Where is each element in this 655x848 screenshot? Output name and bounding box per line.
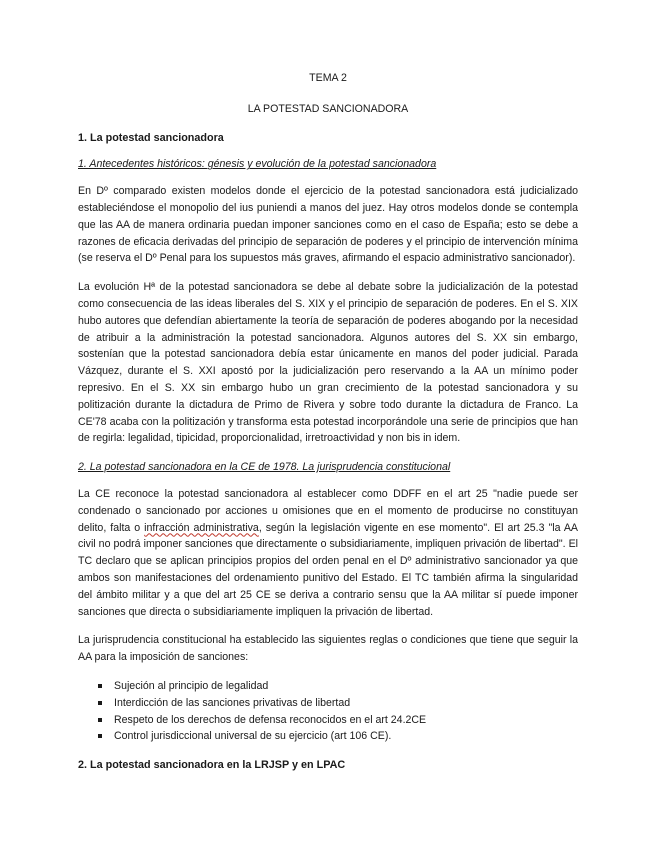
list-item [98,678,578,695]
list-item-text: Control jurisdiccional universal de su ejercicio (art 106 CE). [114,730,392,743]
paragraph-3 [78,486,578,620]
section-1-heading: 1. La potestad sancionadora [78,131,224,144]
paragraph-1: En Dº comparado existen modelos donde el ejercicio de la potestad sancionadora está judicializado estableciéndose el monopolio del ius puniendi a manos del juez. Hay otros modelos donde se contempla que las AA de manera ordinaria puedan imponer sanciones como en el caso de España; esto se debe a razones de eficacia derivadas del principio de separación de poderes y el principio de intervención mínima (se reserva el Dº Penal para los supuestos más graves, afirmando el espacio administrativo sancionador). [78,185,578,265]
paragraph-3-part-a: La CE reconoce la potestad sancionadora al establecer como DDFF en el art 25 "nadie puede ser condenado o sancionado por acciones u omisiones que en el momento de producirse no constituyan delito, falta o [78,487,578,534]
section-2-heading: 2. La potestad sancionadora en la LRJSP y en LPAC [78,759,346,772]
square-bullet-icon [98,684,102,688]
subsection-1-1-heading: 1. Antecedentes históricos: génesis y evolución de la potestad sancionadora [78,158,437,171]
spellcheck-marked-text[interactable]: infracción administrativa [144,521,259,534]
list-item-text: Sujeción al principio de legalidad [114,679,269,692]
tema-label: TEMA 2 [309,72,347,84]
list-item [98,695,578,712]
list-item-text: Interdicción de las sanciones privativas de libertad [114,696,351,709]
document-title: LA POTESTAD SANCIONADORA [247,102,409,115]
rules-list [98,678,578,745]
document-page [78,70,578,784]
square-bullet-icon [98,718,102,722]
paragraph-2: La evolución Hª de la potestad sancionadora se debe al debate sobre la judicialización de la potestad como consecuencia de las ideas liberales del S. XIX y el principio de separación de poderes. En el S. XIX hubo autores que defendían abiertamente la teoría de separación de poderes abogando por la necesidad de atribuir a la administración la potestad sancionadora. Algunos autores del S. XX sin embargo, sostenían que la potestad sancionadora debía estar únicamente en manos del poder judicial. Parada Vázquez, durante el S. XXI apostó por la judicialización pero reservando a la AA un mínimo poder represivo. En el S. XX sin embargo hubo un gran crecimiento de la potestad sancionadora y su politización durante la dictadura de Primo de Rivera y sobre todo durante la dictadura de Franco. La CE'78 acaba con la politización y transforma esta potestad incorporándole una serie de principios que han de regirla: legalidad, tipicidad, proporcionalidad, irretroactividad y non bis in idem. [78,281,578,445]
square-bullet-icon [98,734,102,738]
square-bullet-icon [98,701,102,705]
list-item-text: Respeto de los derechos de defensa reconocidos en el art 24.2CE [114,713,427,726]
list-item [98,728,578,745]
list-item [98,712,578,729]
paragraph-3-part-b: , según la legislación vigente en ese momento". El art 25.3 "la AA civil no podrá imponer sanciones que directamente o subsidiariamente, impliquen privación de libertad". El TC declaro que se aplican principios propios del orden penal en el Dº administrativo sancionador ya que ambos son manifestaciones del ordenamiento punitivo del Estado. El TC también afirma la singularidad del ámbito militar y a que del art 25 CE se deriva a contrario sensu que la AA militar sí puede imponer sanciones que directa o subsidiariamente impliquen la privación de libertad. [78,521,579,618]
paragraph-4: La jurisprudencia constitucional ha establecido las siguientes reglas o condiciones que tiene que seguir la AA para la imposición de sanciones: [78,634,578,664]
subsection-1-2-heading: 2. La potestad sancionadora en la CE de 1978. La jurisprudencia constitucional [78,461,451,474]
